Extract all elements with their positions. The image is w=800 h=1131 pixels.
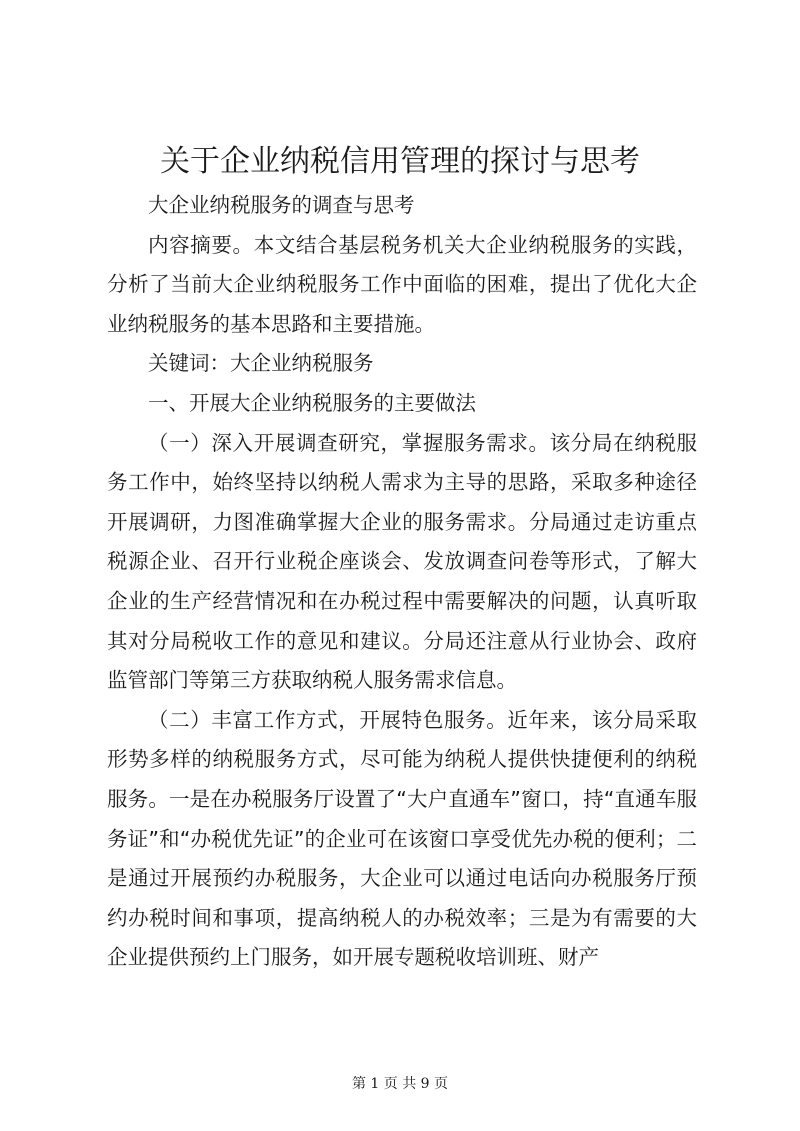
paragraph-abstract: 内容摘要。本文结合基层税务机关大企业纳税服务的实践，分析了当前大企业纳税服务工作中面临的困难，提出了优化大企业纳税服务的基本思路和主要措施。 — [107, 232, 697, 336]
page-number-footer: 第 1 页 共 9 页 — [351, 1076, 449, 1092]
paragraph-keywords: 关键词：大企业纳税服务 — [148, 351, 374, 376]
document-body — [107, 186, 697, 978]
section-heading-1: 一、开展大企业纳税服务的主要做法 — [148, 390, 476, 415]
paragraph-subtitle: 大企业纳税服务的调查与思考 — [148, 193, 415, 217]
paragraph-subsection-2: （二）丰富工作方式，开展特色服务。近年来，该分局采取形势多样的纳税服务方式，尽可能为纳税人提供快捷便利的纳税服务。一是在办税服务厅设置了“大户直通车”窗口，持“直通车服务证”和“办税优先证”的企业可在该窗口享受优先办税的便利；二是通过开展预约办税服务，大企业可以通过电话向办税服务厅预约办税时间和事项，提高纳税人的办税效率；三是为有需要的大企业提供预约上门服务，如开展专题税收培训班、财产 — [107, 707, 697, 970]
document-title: 关于企业纳税信用管理的探讨与思考 — [160, 144, 640, 179]
paragraph-subsection-1: （一）深入开展调查研究，掌握服务需求。该分局在纳税服务工作中，始终坚持以纳税人需求为主导的思路，采取多种途径开展调研，力图准确掌握大企业的服务需求。分局通过走访重点税源企业、召开行业税企座谈会、发放调查问卷等形式，了解大企业的生产经营情况和在办税过程中需要解决的问题，认真听取其对分局税收工作的意见和建议。分局还注意从行业协会、政府监管部门等第三方获取纳税人服务需求信息。 — [107, 430, 697, 693]
